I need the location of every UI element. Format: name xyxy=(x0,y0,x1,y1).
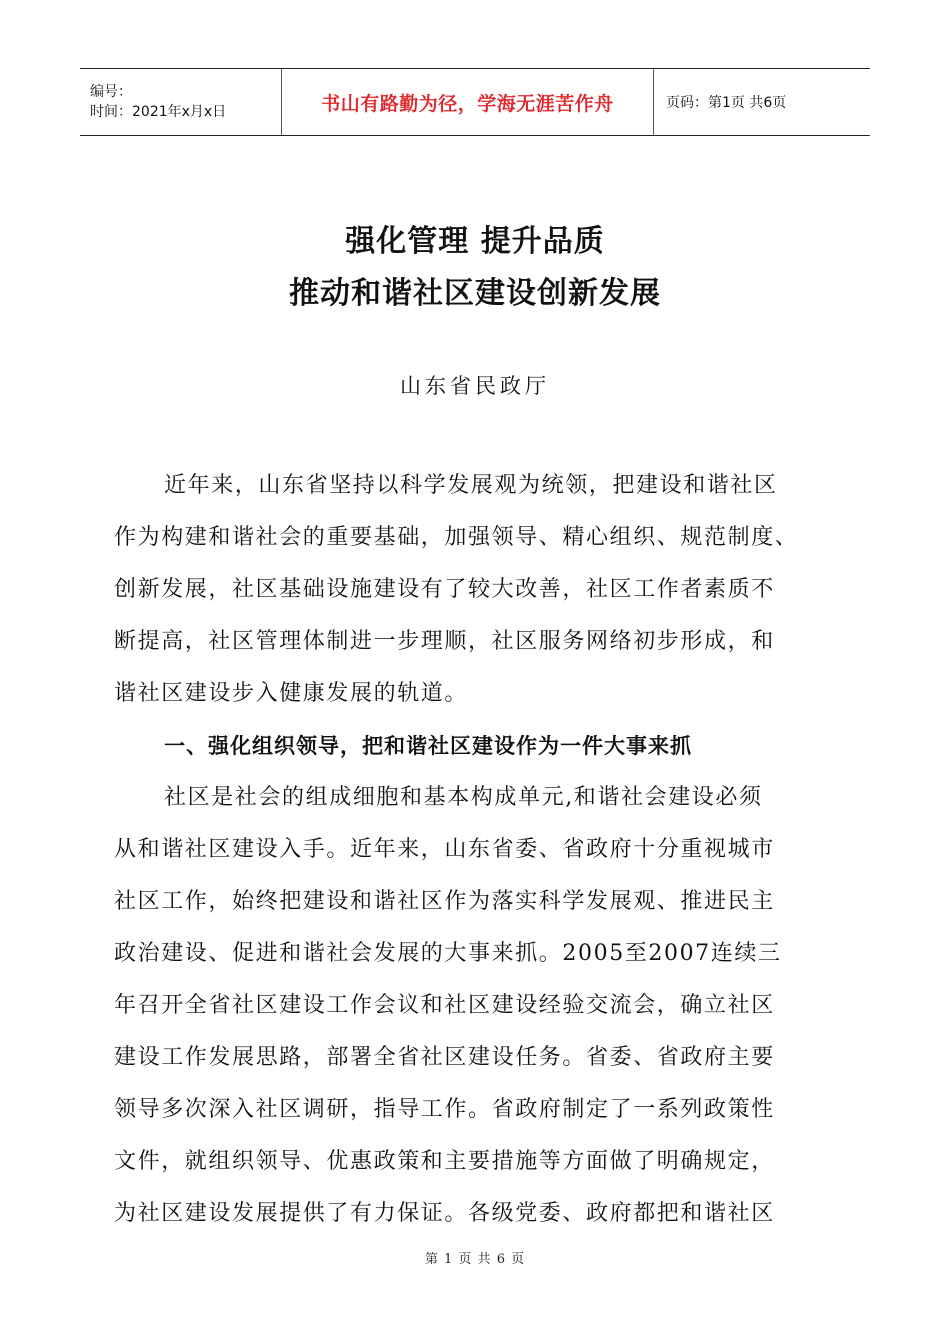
paragraph-line: 年召开全省社区建设工作会议和社区建设经验交流会，确立社区 xyxy=(114,993,775,1018)
paragraph-line: 作为构建和谐社会的重要基础，加强领导、精心组织、规范制度、 xyxy=(114,525,799,550)
paragraph-line: 社区是社会的组成细胞和基本构成单元,和谐社会建设必须 xyxy=(164,785,763,810)
paragraph-line: 为社区建设发展提供了有力保证。各级党委、政府都把和谐社区 xyxy=(114,1201,775,1226)
header-meta-cell xyxy=(80,69,282,135)
header-page-code: 页码：第1页 共6页 xyxy=(666,95,787,111)
paragraph-line: 社区工作，始终把建设和谐社区作为落实科学发展观、推进民主 xyxy=(114,889,775,914)
paragraph-line: 文件，就组织领导、优惠政策和主要措施等方面做了明确规定， xyxy=(114,1149,775,1174)
paragraph-line: 谐社区建设步入健康发展的轨道。 xyxy=(114,681,469,706)
page-footer: 第 1 页 共 6 页 xyxy=(424,1252,526,1267)
document-title-line-1: 强化管理 提升品质 xyxy=(345,224,605,259)
paragraph-line: 政治建设、促进和谐社会发展的大事来抓。2005至2007连续三 xyxy=(114,941,782,966)
paragraph-line: 领导多次深入社区调研，指导工作。省政府制定了一系列政策性 xyxy=(114,1097,775,1122)
paragraph-line: 近年来，山东省坚持以科学发展观为统领，把建设和谐社区 xyxy=(164,473,778,498)
document-number-label: 编号： xyxy=(90,84,132,100)
document-title-line-2: 推动和谐社区建设创新发展 xyxy=(289,276,661,311)
section-heading: 一、强化组织领导，把和谐社区建设作为一件大事来抓 xyxy=(164,734,692,758)
document-time-label: 时间：2021年x月x日 xyxy=(90,104,227,120)
paragraph-line: 从和谐社区建设入手。近年来，山东省委、省政府十分重视城市 xyxy=(114,837,775,862)
document-body xyxy=(114,460,838,1240)
document-header-table xyxy=(80,68,870,136)
paragraph-line: 创新发展，社区基础设施建设有了较大改善，社区工作者素质不 xyxy=(114,577,775,602)
paragraph-line: 建设工作发展思路，部署全省社区建设任务。省委、省政府主要 xyxy=(114,1045,775,1070)
header-motto: 书山有路勤为径，学海无涯苦作舟 xyxy=(321,92,614,115)
header-page-cell xyxy=(654,69,870,135)
paragraph-line: 断提高，社区管理体制进一步理顺，社区服务网络初步形成，和 xyxy=(114,629,775,654)
header-motto-cell xyxy=(282,69,654,135)
document-author: 山东省民政厅 xyxy=(400,374,550,398)
